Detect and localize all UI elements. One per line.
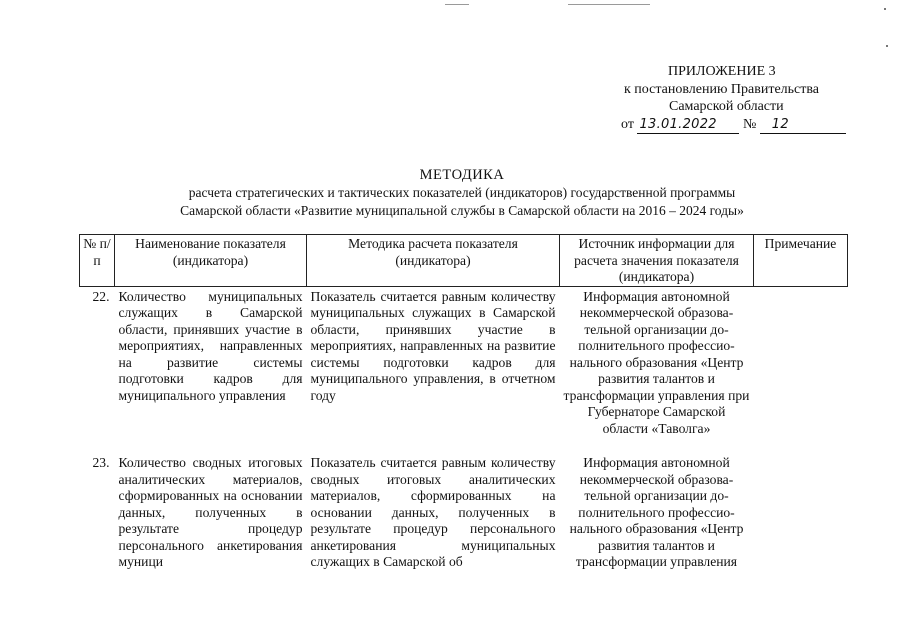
number-field: [760, 116, 846, 135]
table-header-row: [80, 235, 848, 287]
title-subtitle-1: расчета стратегических и тактических показателей (индикаторов) государственной программы: [188, 185, 736, 200]
row-indicator-name: Количество муниципальных служащих в Самарской области, принявших участие в мероприятиях, направленных на развитие системы подготовки кадров для муниципального управления: [118, 288, 303, 403]
row-note: [754, 437, 848, 571]
number-value: 12: [771, 116, 789, 132]
header-method: Методика расчета показателя (индикатора): [307, 235, 560, 287]
header-source: Источник информации для расчета значения показателя (индикатора): [560, 235, 754, 287]
row-method: Показатель считается равным количеству сводных итоговых аналитических материалов, сформированных на основании данных, полученных в результате процедур персонального анкетирования муниципальных служащих в Самарской об: [310, 455, 556, 569]
table-row: [80, 437, 848, 571]
date-prefix: от: [621, 116, 634, 132]
header-number: № п/п: [80, 235, 115, 287]
date-field: [637, 116, 739, 135]
row-source: Информация автономной некоммерческой образовательной организации дополнительного профессионального образования «Центр развития талантов и трансформации управления при Губернаторе Самарской области «Таволга»: [563, 288, 750, 436]
row-source: Информация автономной некоммерческой образовательной организации дополнительного профессионального образования «Центр развития талантов и трансформации управления: [569, 455, 744, 569]
row-number: 23.: [92, 455, 110, 470]
appendix-date-number: [600, 116, 850, 135]
row-indicator-name: Количество сводных итоговых аналитических материалов, сформированных на основании данных, полученных в результате процедур персонального анкетирования муници: [118, 455, 303, 569]
table-row: [80, 286, 848, 437]
appendix-resolution: к постановлению Правительства: [624, 81, 820, 97]
title-subtitle-2: Самарской области «Развитие муниципальной службы в Самарской области на 2016 – 2024 годы»: [180, 203, 744, 218]
methodology-table: [79, 234, 848, 571]
number-label: №: [742, 116, 757, 132]
scan-artifact-dot: [886, 45, 888, 47]
scan-artifact-line: [568, 4, 650, 5]
header-note: Примечание: [754, 235, 848, 287]
scan-artifact-line: [445, 4, 469, 5]
row-note: [754, 286, 848, 437]
date-value: 13.01.2022: [639, 116, 717, 132]
document-title: [120, 166, 804, 220]
header-indicator-name: Наименование показателя (индикатора): [115, 235, 307, 287]
appendix-title: ПРИЛОЖЕНИЕ 3: [668, 64, 776, 79]
appendix-block: [600, 63, 850, 134]
appendix-region: Самарской области: [669, 99, 784, 114]
row-method: Показатель считается равным количеству муниципальных служащих в Самарской области, принявших участие в мероприятиях, направленных на развитие системы подготовки кадров для муниципального управления, в отчетном году: [310, 288, 556, 403]
title-heading: МЕТОДИКА: [419, 167, 505, 183]
row-number: 22.: [92, 288, 110, 304]
scan-artifact-dot: [884, 8, 886, 10]
